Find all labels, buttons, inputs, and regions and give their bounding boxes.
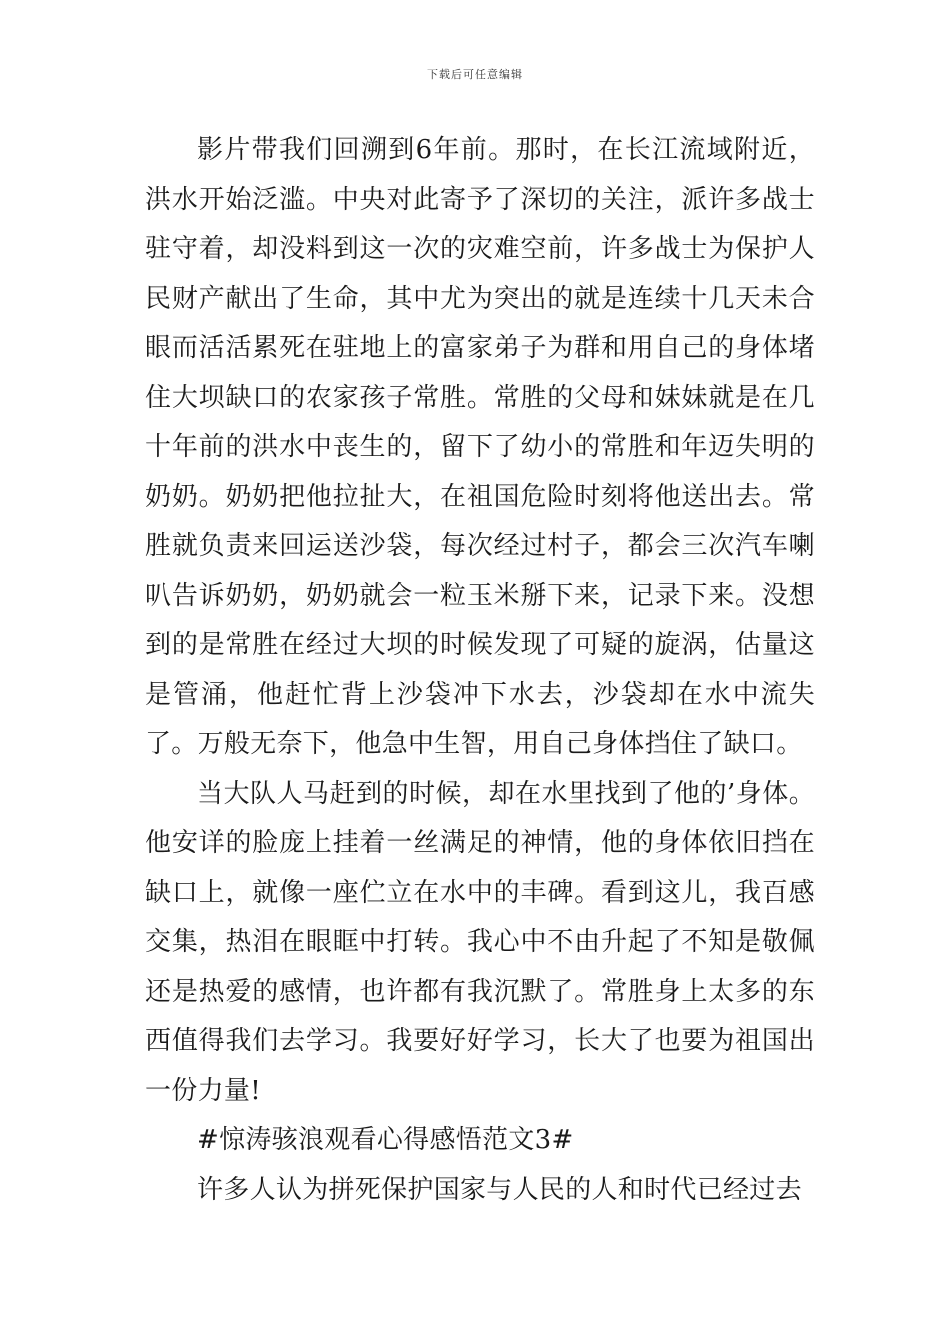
page-header: 下载后可任意编辑 — [427, 68, 523, 81]
paragraph-3: 许多人认为拼死保护国家与人民的人和时代已经过去 — [197, 1174, 802, 1205]
section-heading: #惊涛骇浪观看心得感悟范文3# — [197, 1125, 574, 1155]
document-body — [145, 126, 815, 1215]
paragraph-2: 当大队人马赶到的时候，却在水里找到了他的’身体。他安详的脸庞上挂着一丝满足的神情，他的身体依旧挡在缺口上，就像一座伫立在水中的丰碑。看到这儿，我百感交集，热泪在眼眶中打转。我心中不由升起了不知是敬佩还是热爱的感情，也许都有我沉默了。常胜身上太多的东西值得我们去学习。我要好好学习，长大了也要为祖国出一份力量! — [145, 778, 815, 1106]
paragraph-1: 影片带我们回溯到6年前。那时，在长江流域附近，洪水开始泛滥。中央对此寄予了深切的关注，派许多战士驻守着，却没料到这一次的灾难空前，许多战士为保护人民财产献出了生命，其中尤为突出的就是连续十几天未合眼而活活累死在驻地上的富家弟子为群和用自己的身体堵住大坝缺口的农家孩子常胜。常胜的父母和妹妹就是在几十年前的洪水中丧生的，留下了幼小的常胜和年迈失明的奶奶。奶奶把他拉扯大，在祖国危险时刻将他送出去。常胜就负责来回运送沙袋，每次经过村子，都会三次汽车喇叭告诉奶奶，奶奶就会一粒玉米掰下来，记录下来。没想到的是常胜在经过大坝的时候发现了可疑的旋涡，估量这是管涌，他赶忙背上沙袋冲下水去，沙袋却在水中流失了。万般无奈下，他急中生智，用自己身体挡住了缺口。 — [145, 135, 815, 759]
